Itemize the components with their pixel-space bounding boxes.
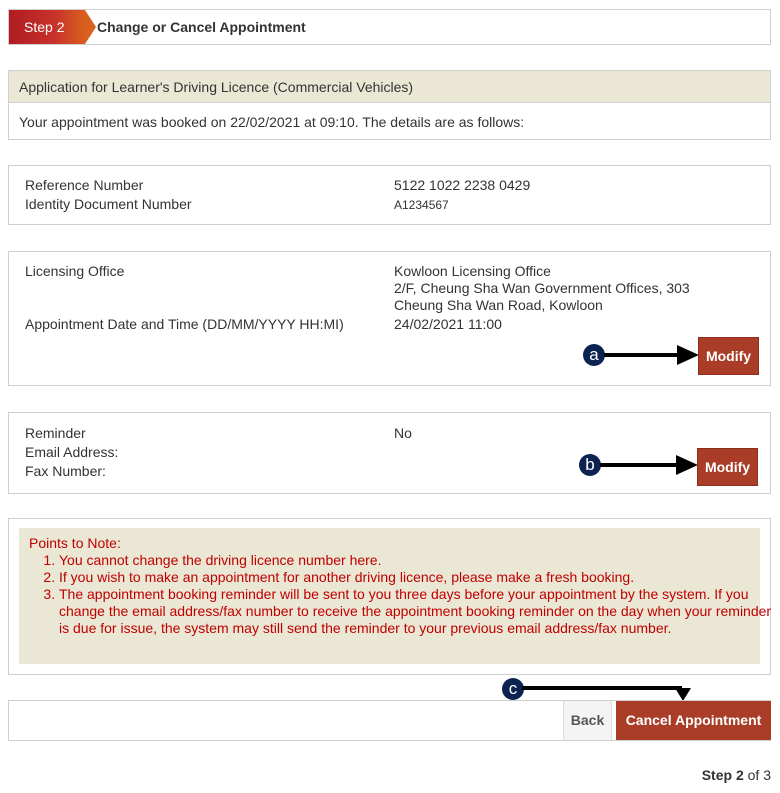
step-indicator-total: of 3 [747, 767, 771, 783]
identity-document-value: A1234567 [394, 198, 449, 212]
licensing-office-address-line2: Cheung Sha Wan Road, Kowloon [394, 297, 603, 313]
action-bar [8, 700, 771, 741]
booking-info-text: Your appointment was booked on 22/02/2021 at 09:10. The details are as follows: [19, 114, 525, 130]
step-badge: Step 2 [9, 10, 85, 44]
step-indicator-current: 2 [735, 767, 744, 783]
email-address-label: Email Address: [25, 444, 119, 460]
note-item: 2. If you wish to make an appointment for another driving licence, please make a fresh booking. [59, 569, 779, 586]
reference-number-label: Reference Number [25, 177, 144, 193]
identity-document-label: Identity Document Number [25, 196, 192, 212]
step-header [8, 9, 771, 45]
annotation-arrow-c [522, 686, 682, 690]
points-to-note-panel [8, 518, 771, 675]
step-indicator [702, 767, 771, 783]
annotation-marker-a: a [583, 344, 605, 366]
step-badge-arrow [85, 10, 96, 44]
modify-appointment-button[interactable]: Modify [698, 337, 759, 375]
note-item: 3. The appointment booking reminder will be sent to you three days before your appointment by the system. If you change the email address/fax number to receive the appointment booking reminder on the day when your reminder is due for issue, the system may still send the reminder to your previous email address/fax number. [59, 586, 779, 637]
note-item: 1. You cannot change the driving licence number here. [59, 552, 779, 569]
annotation-arrowhead-a [677, 345, 699, 365]
annotation-marker-c: c [502, 678, 524, 700]
licensing-office-label: Licensing Office [25, 263, 125, 279]
points-to-note-content [19, 528, 772, 664]
reminder-label: Reminder [25, 425, 86, 441]
back-button[interactable]: Back [563, 701, 612, 740]
fax-number-label: Fax Number: [25, 463, 106, 479]
page-title: Change or Cancel Appointment [97, 19, 306, 35]
modify-reminder-button[interactable]: Modify [697, 448, 758, 486]
appointment-datetime-label: Appointment Date and Time (DD/MM/YYYY HH:MI) [25, 316, 344, 332]
appointment-datetime-value: 24/02/2021 11:00 [394, 316, 502, 332]
annotation-arrow-a [604, 353, 680, 357]
reminder-value: No [394, 425, 412, 441]
annotation-arrowhead-b [676, 455, 698, 475]
annotation-marker-b: b [579, 454, 601, 476]
application-title: Application for Learner's Driving Licence (Commercial Vehicles) [9, 71, 770, 103]
reference-number-value: 5122 1022 2238 0429 [394, 177, 531, 193]
annotation-arrow-b [600, 463, 680, 467]
reminder-panel [8, 412, 771, 494]
cancel-appointment-button[interactable]: Cancel Appointment [616, 701, 771, 740]
application-panel [8, 70, 771, 140]
points-to-note-title: Points to Note: [29, 535, 121, 551]
points-to-note-list [19, 552, 779, 637]
identity-panel [8, 165, 771, 225]
step-indicator-prefix: Step [701, 767, 733, 783]
licensing-office-address-line1: 2/F, Cheung Sha Wan Government Offices, 303 [394, 280, 690, 296]
licensing-office-name: Kowloon Licensing Office [394, 263, 551, 279]
appointment-panel [8, 251, 771, 386]
